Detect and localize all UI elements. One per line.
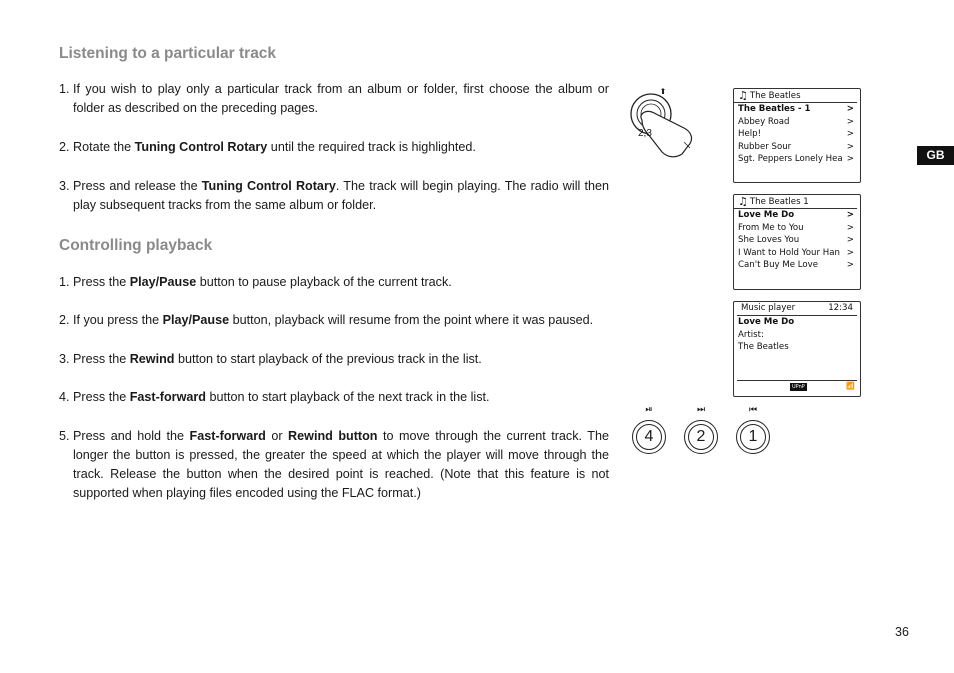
fast-forward-icon: ⏭ (696, 404, 706, 414)
list-item-label: Love Me Do (738, 210, 795, 220)
step-number: 3. (59, 179, 70, 193)
step-number: 1. (59, 275, 70, 289)
language-tab: GB (917, 146, 954, 165)
display-screen-artist-albums (733, 88, 861, 183)
chevron-right-icon: > (846, 104, 854, 114)
fast-forward-button[interactable] (684, 420, 718, 454)
chevron-right-icon: > (846, 129, 854, 139)
display-screen-album-tracks (733, 194, 861, 290)
screen-list-item (734, 247, 860, 260)
step-text: Press the Rewind button to start playback of the previous track in the list. (73, 352, 482, 366)
list-item-label: Can't Buy Me Love (738, 260, 819, 270)
step-number: 2. (59, 313, 70, 327)
step-text: Press the Play/Pause button to pause playback of the current track. (73, 275, 452, 289)
player-track: Love Me Do (738, 317, 795, 327)
button-number: 4 (644, 428, 654, 445)
tuning-rotary-knob-illustration (628, 84, 704, 162)
play-pause-button[interactable] (632, 420, 666, 454)
step-number: 5. (59, 429, 70, 443)
chevron-right-icon: > (846, 210, 854, 220)
screen-title: The Beatles 1 (749, 196, 809, 207)
step-text: If you press the Play/Pause button, playback will resume from the point where it was paused. (73, 313, 594, 327)
step-text: If you wish to play only a particular track from an album or folder, first choose the album or folder as described on the preceding pages. (73, 82, 609, 115)
rewind-icon: ⏮ (748, 404, 758, 414)
bold-term: Play/Pause (162, 313, 230, 327)
player-artist: The Beatles (738, 342, 789, 352)
screen-list (734, 209, 860, 272)
screen-list-item (734, 234, 860, 247)
player-clock: 12:34 (828, 303, 853, 313)
page-number: 36 (895, 625, 909, 639)
chevron-right-icon: > (846, 116, 854, 127)
button-number: 1 (748, 428, 758, 445)
player-artist-label: Artist: (738, 329, 764, 340)
bold-term: Fast-forward (189, 429, 266, 443)
listening-step-1 (59, 80, 609, 118)
chevron-right-icon: > (846, 235, 854, 245)
chevron-right-icon: > (846, 247, 854, 258)
list-item-label: From Me to You (738, 222, 804, 233)
button-number: 2 (696, 428, 706, 445)
player-title: Music player (741, 303, 796, 313)
display-screen-music-player (733, 301, 861, 397)
wifi-signal-icon: 📶 (846, 382, 855, 390)
screen-list-item (734, 141, 860, 154)
list-item-label: Sgt. Peppers Lonely Hea (738, 154, 843, 164)
screen-list (734, 103, 860, 166)
bold-term: Rewind button (288, 429, 378, 443)
step-text: Press and release the Tuning Control Rotary. The track will begin playing. The radio will then play subsequent tracks from the same album or folder. (73, 179, 609, 212)
step-number: 1. (59, 82, 70, 96)
screen-list-item (734, 103, 860, 116)
list-item-label: She Loves You (738, 235, 800, 245)
bold-term: Play/Pause (129, 275, 197, 289)
screen-list-item (734, 153, 860, 166)
screen-title-bar (734, 195, 857, 209)
play-pause-icon: ⏯ (645, 404, 653, 414)
heading-controlling: Controlling playback (59, 237, 213, 254)
screen-title-bar (734, 89, 857, 103)
screen-list-item (734, 209, 860, 222)
bold-term: Rewind (129, 352, 175, 366)
chevron-right-icon: > (846, 154, 854, 164)
rewind-button[interactable] (736, 420, 770, 454)
playback-step-2 (59, 311, 609, 330)
upnp-badge: UPnP (792, 384, 805, 390)
chevron-right-icon: > (846, 260, 854, 270)
listening-step-3 (59, 177, 609, 215)
knob-step-label: 2,3 (638, 128, 652, 139)
list-item-label: Rubber Sour (738, 141, 792, 152)
screen-title: The Beatles (749, 90, 801, 101)
step-text: Press and hold the Fast-forward or Rewind button to move through the current track. The longer the button is pressed, the greater the speed at which the player will move through the track. Release the button when the desired point is reached. (Note that this feature is not supported when playing files encoded using the FLAC format.) (73, 429, 610, 500)
step-text: Press the Fast-forward button to start playback of the next track in the list. (73, 390, 490, 404)
listening-step-2 (59, 138, 609, 157)
playback-step-5 (59, 427, 609, 503)
screen-list-item (734, 259, 860, 272)
step-number: 3. (59, 352, 70, 366)
player-title-bar (737, 302, 857, 316)
screen-list-item (734, 128, 860, 141)
list-item-label: Help! (738, 129, 762, 139)
chevron-right-icon: > (846, 141, 854, 152)
music-note-icon: ♫ (738, 195, 748, 208)
playback-step-1 (59, 273, 609, 292)
list-item-label: Abbey Road (738, 116, 790, 127)
chevron-right-icon: > (846, 222, 854, 233)
step-number: 2. (59, 140, 70, 154)
bold-term: Tuning Control Rotary (134, 140, 268, 154)
playback-step-3 (59, 350, 609, 369)
screen-list-item (734, 116, 860, 129)
player-status-bar (737, 380, 857, 393)
heading-listening: Listening to a particular track (59, 45, 277, 62)
list-item-label: I Want to Hold Your Han (738, 247, 840, 258)
music-note-icon: ♫ (738, 89, 748, 102)
bold-term: Fast-forward (129, 390, 206, 404)
screen-list-item (734, 222, 860, 235)
bold-term: Tuning Control Rotary (201, 179, 336, 193)
step-number: 4. (59, 390, 70, 404)
step-text: Rotate the Tuning Control Rotary until the required track is highlighted. (73, 140, 476, 154)
playback-step-4 (59, 388, 609, 407)
list-item-label: The Beatles - 1 (738, 104, 811, 114)
